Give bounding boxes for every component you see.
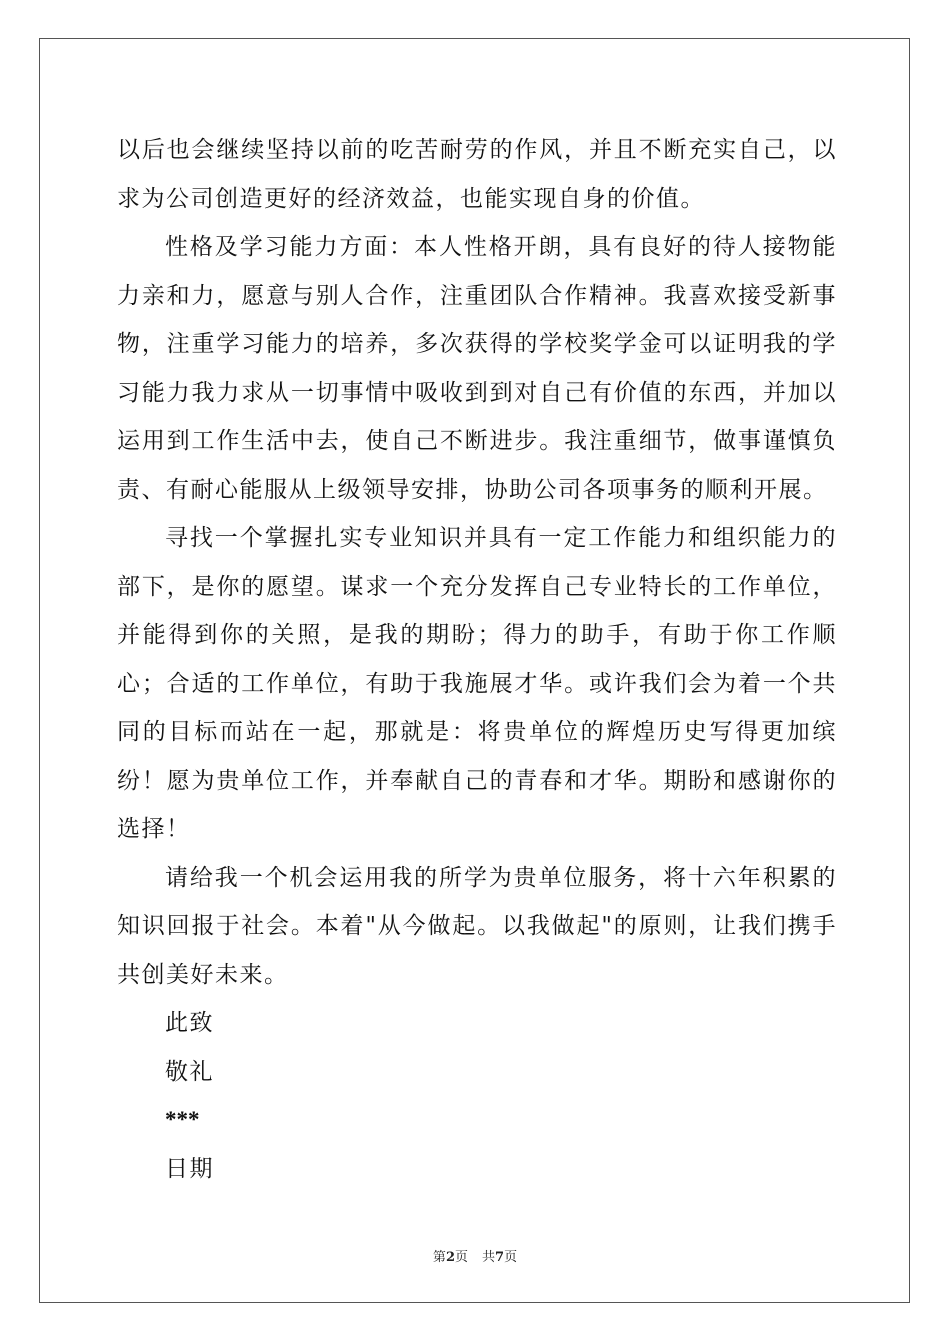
paragraph-3: 寻找一个掌握扎实专业知识并具有一定工作能力和组织能力的部下，是你的愿望。谋求一个充分发挥自己专业特长的工作单位，并能得到你的关照，是我的期盼；得力的助手，有助于你工作顺心；合适的工作单位，有助于我施展才华。或许我们会为着一个共同的目标而站在一起，那就是：将贵单位的辉煌历史写得更加缤纷！愿为贵单位工作，并奉献自己的青春和才华。期盼和感谢你的选择！ <box>117 525 837 842</box>
paragraph-4: 请给我一个机会运用我的所学为贵单位服务，将十六年积累的知识回报于社会。本着"从今做起。以我做起"的原则，让我们携手共创美好未来。 <box>117 864 837 988</box>
total-prefix: 共 <box>482 1250 496 1265</box>
total-suffix: 页 <box>504 1250 518 1265</box>
page-footer <box>0 1246 950 1265</box>
paragraph-1: 以后也会继续坚持以前的吃苦耐劳的作风，并且不断充实自己，以求为公司创造更好的经济效益，也能实现自身的价值。 <box>117 137 837 212</box>
paragraph-2: 性格及学习能力方面：本人性格开朗，具有良好的待人接物能力亲和力，愿意与别人合作，注重团队合作精神。我喜欢接受新事物，注重学习能力的培养，多次获得的学校奖学金可以证明我的学习能力我力求从一切事情中吸收到到对自己有价值的东西，并加以运用到工作生活中去，使自己不断进步。我注重细节，做事谨慎负责、有耐心能服从上级领导安排，协助公司各项事务的顺利开展。 <box>117 234 837 503</box>
signature: *** <box>165 1107 200 1132</box>
page-number: 2 <box>445 1250 455 1265</box>
total-pages: 7 <box>495 1250 505 1265</box>
salute-line: 敬礼 <box>165 1058 214 1085</box>
letter-body <box>117 126 837 1193</box>
page-prefix: 第 <box>432 1250 446 1265</box>
page-suffix: 页 <box>454 1250 468 1265</box>
closing-line: 此致 <box>165 1010 214 1036</box>
date-label: 日期 <box>165 1155 214 1182</box>
